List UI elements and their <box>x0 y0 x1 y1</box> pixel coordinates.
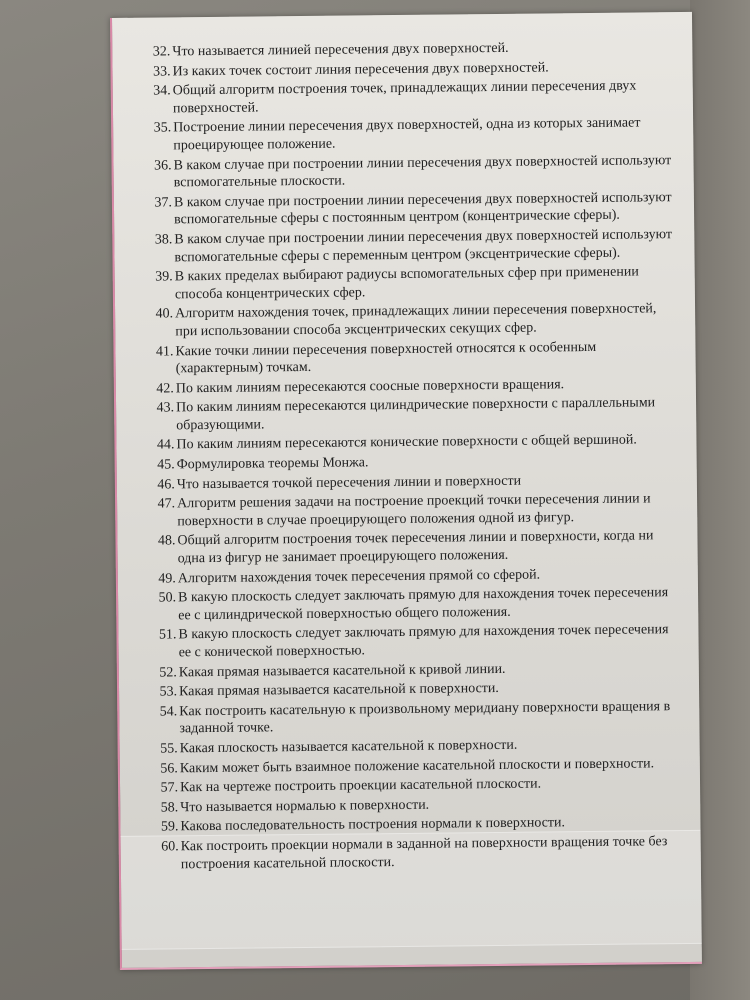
question-number: 49. <box>158 570 176 587</box>
question-number: 53. <box>159 684 178 700</box>
question-text: Построение линии пересечения двух поверхностей, одна из которых занимает проецирующее положение. <box>173 115 641 154</box>
question-item <box>143 114 673 155</box>
question-item <box>143 77 673 118</box>
question-text: Какая прямая называется касательной к поверхности. <box>178 681 499 700</box>
question-item <box>145 300 675 341</box>
question-item <box>151 833 681 874</box>
question-number: 40. <box>155 306 174 322</box>
question-number: 33. <box>152 63 171 80</box>
question-number: 58. <box>160 800 179 816</box>
question-item <box>147 528 677 569</box>
question-text: В каком случае при построении линии пересечения двух поверхностей используют вспомогательные плоскости. <box>173 152 672 191</box>
question-text: Алгоритм нахождения точек пересечения прямой со сферой. <box>177 567 541 586</box>
question-text: Что называется нормалью к поверхности. <box>180 797 430 816</box>
question-number: 42. <box>156 381 174 397</box>
question-text: Общий алгоритм построения точек пересечения линии и поверхности, когда ни одна из фигур не занимает проецирующего положения. <box>177 528 654 567</box>
question-text: Как построить проекции нормали в заданной на поверхности вращения точке без построения касательной плоскости. <box>180 834 668 872</box>
question-number: 38. <box>154 232 173 248</box>
question-text: В каком случае при построении линии пересечения двух поверхностей используют вспомогательные сферы с постоянным центром (концентрические сферы). <box>173 189 672 228</box>
question-number: 50. <box>158 590 177 606</box>
question-text: В какую плоскость следует заключать прямую для нахождения точек пересечения ее с цилиндрической поверхностью общего положения. <box>177 585 669 624</box>
question-number: 46. <box>157 477 175 493</box>
question-number: 48. <box>157 533 176 549</box>
question-item <box>144 226 674 267</box>
question-number: 51. <box>158 627 177 643</box>
question-number: 47. <box>157 496 176 512</box>
question-text: Что называется линией пересечения двух поверхностей. <box>172 40 509 60</box>
question-number: 52. <box>159 664 177 681</box>
question-number: 37. <box>154 195 173 211</box>
question-text: Из каких точек состоит линия пересечения двух поверхностей. <box>172 60 549 79</box>
question-number: 35. <box>153 120 172 136</box>
question-item <box>149 698 679 739</box>
question-item <box>147 490 677 531</box>
question-number: 32. <box>152 44 171 60</box>
question-item <box>148 584 678 625</box>
question-item <box>144 189 674 230</box>
question-text: Как построить касательную к произвольному меридиану поверхности вращения в заданной точке. <box>179 698 671 737</box>
question-number: 57. <box>160 780 179 796</box>
question-number: 43. <box>156 400 175 416</box>
question-item <box>146 394 676 435</box>
question-text: Какая плоскость называется касательной к поверхности. <box>179 737 518 757</box>
question-item <box>145 263 675 304</box>
question-text: Какие точки линии пересечения поверхностей относятся к особенным (характерным) точкам. <box>175 339 597 377</box>
question-list <box>142 38 681 876</box>
question-text: Алгоритм решения задачи на построение проекций точки пересечения линии и поверхности в случае проецирующего положения одной из фигур. <box>177 491 651 530</box>
question-text: Алгоритм нахождения точек, принадлежащих линии пересечения поверхностей, при использовании способа эксцентрических секущих сфер. <box>175 301 657 340</box>
question-text: Каким может быть взаимное положение касательной плоскости и поверхности. <box>179 755 655 776</box>
question-number: 55. <box>160 741 178 757</box>
question-text: В каком случае при построении линии пересечения двух поверхностей используют вспомогательные сферы с переменным центром (эксцентрические сферы). <box>174 227 673 265</box>
question-text: Формулировка теоремы Монжа. <box>176 455 369 473</box>
question-number: 59. <box>160 819 179 835</box>
question-number: 56. <box>160 760 178 777</box>
question-number: 36. <box>153 157 172 174</box>
question-number: 41. <box>155 343 174 360</box>
question-item <box>148 621 678 662</box>
question-number: 54. <box>159 704 178 720</box>
question-text: По каким линиям пересекаются соосные поверхности вращения. <box>175 376 565 397</box>
question-text: Как на чертеже построить проекции касательной плоскости. <box>179 776 542 796</box>
question-number: 34. <box>153 83 171 99</box>
question-text: Что называется точкой пересечения линии и поверхности <box>176 473 522 492</box>
question-number: 60. <box>161 839 179 855</box>
question-sheet <box>110 12 702 970</box>
question-number: 44. <box>156 437 175 453</box>
question-text: Какая прямая называется касательной к кривой линии. <box>178 661 506 680</box>
question-item <box>143 152 673 193</box>
question-text: Какова последовательность построения нормали к поверхности. <box>180 815 566 835</box>
question-number: 39. <box>155 269 173 285</box>
question-text: Общий алгоритм построения точек, принадлежащих линии пересечения двух поверхностей. <box>172 78 637 117</box>
question-text: В какую плоскость следует заключать прямую для нахождения точек пересечения ее с конической поверхностью. <box>178 622 669 661</box>
question-text: По каким линиям пересекаются конические поверхности с общей вершиной. <box>176 432 637 453</box>
question-text: В каких пределах выбирают радиусы вспомогательных сфер при применении способа концентрических сфер. <box>174 264 639 303</box>
question-item <box>145 338 675 379</box>
question-number: 45. <box>157 457 175 473</box>
question-text: По каким линиям пересекаются цилиндрические поверхности с параллельными образующими. <box>176 395 656 434</box>
